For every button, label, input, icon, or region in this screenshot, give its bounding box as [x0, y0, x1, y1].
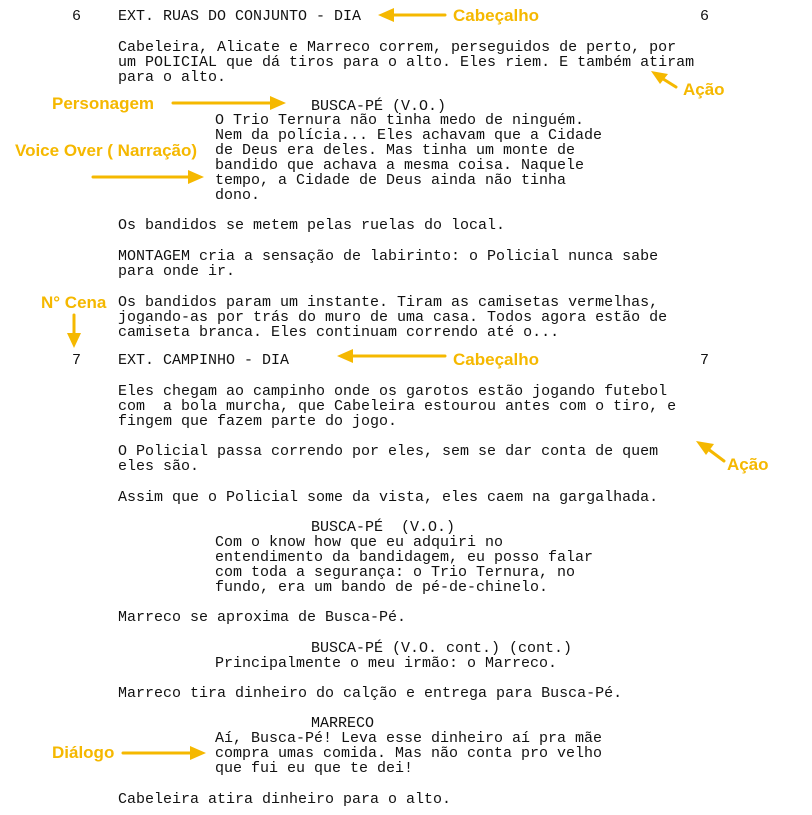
action-text: Cabeleira atira dinheiro para o alto. [118, 791, 452, 808]
annotation-label-action: Ação [727, 455, 769, 474]
arrow-up-left-icon [696, 441, 724, 461]
scene-number-left: 6 [72, 8, 82, 25]
action-text: Marreco se aproxima de Busca-Pé. [118, 609, 407, 626]
action-text: Cabeleira, Alicate e Marreco correm, perseguidos de perto, por um POLICIAL que dá tiros para o alto. Eles riem. E também atiram para o alto. [118, 39, 695, 86]
scene-heading: EXT. RUAS DO CONJUNTO - DIA [118, 8, 362, 25]
annotation-label-heading: Cabeçalho [453, 6, 539, 25]
scene-number-left: 7 [72, 352, 82, 369]
action-text: Os bandidos param um instante. Tiram as camisetas vermelhas, jogando-as por trás do muro de uma casa. Todos agora estão de camiseta branca. Eles continuam correndo até o... [118, 294, 668, 341]
arrow-right-icon [123, 746, 206, 760]
arrow-right-icon [173, 96, 286, 110]
character-name: BUSCA-PÉ (V.O.) [311, 519, 456, 536]
annotation-label-voice-over: Voice Over ( Narração) [15, 141, 198, 160]
action-text: Marreco tira dinheiro do calção e entrega para Busca-Pé. [118, 685, 623, 702]
annotation-label-scene-number: N° Cena [41, 293, 107, 312]
scene-number-right: 7 [700, 352, 710, 369]
action-text: Assim que o Policial some da vista, eles caem na gargalhada. [118, 489, 659, 506]
scene-heading: EXT. CAMPINHO - DIA [118, 352, 290, 369]
annotation-label-dialogue: Diálogo [52, 743, 115, 762]
action-text: Os bandidos se metem pelas ruelas do local. [118, 217, 506, 234]
dialogue-text: Principalmente o meu irmão: o Marreco. [215, 655, 558, 672]
character-name: BUSCA-PÉ (V.O. cont.) (cont.) [311, 640, 573, 657]
action-text: MONTAGEM cria a sensação de labirinto: o Policial nunca sabe para onde ir. [118, 248, 659, 280]
arrow-up-left-icon [651, 71, 676, 87]
arrow-left-icon [337, 349, 445, 363]
dialogue-text: Com o know how que eu adquiri no entendimento da bandidagem, eu posso falar com toda a segurança: o Trio Ternura, no fundo, era um bando de pé-de-chinelo. [215, 534, 594, 596]
arrow-down-icon [67, 315, 81, 348]
character-name: MARRECO [311, 715, 375, 732]
action-text: Eles chegam ao campinho onde os garotos estão jogando futebol com a bola murcha, que Cabeleira estourou antes com o tiro, e fingem que fazem parte do jogo. [118, 383, 677, 430]
annotation-label-action: Ação [683, 80, 725, 99]
arrow-right-icon [93, 170, 204, 184]
annotation-label-character: Personagem [52, 94, 155, 113]
arrow-left-icon [378, 8, 445, 22]
dialogue-text: Aí, Busca-Pé! Leva esse dinheiro aí pra mãe compra umas comida. Mas não conta pro velho que fui eu que te dei! [215, 730, 603, 777]
scene-number-right: 6 [700, 8, 710, 25]
character-name: BUSCA-PÉ (V.O.) [311, 98, 447, 115]
dialogue-text: O Trio Ternura não tinha medo de ninguém. Nem da polícia... Eles achavam que a Cidade de Deus era deles. Mas tinha um monte de bandido que achava a mesma coisa. Naquele tempo, a Cidade de Deus ainda não tinha dono. [215, 112, 603, 204]
action-text: O Policial passa correndo por eles, sem se dar conta de quem eles são. [118, 443, 659, 475]
annotation-label-heading: Cabeçalho [453, 350, 539, 369]
